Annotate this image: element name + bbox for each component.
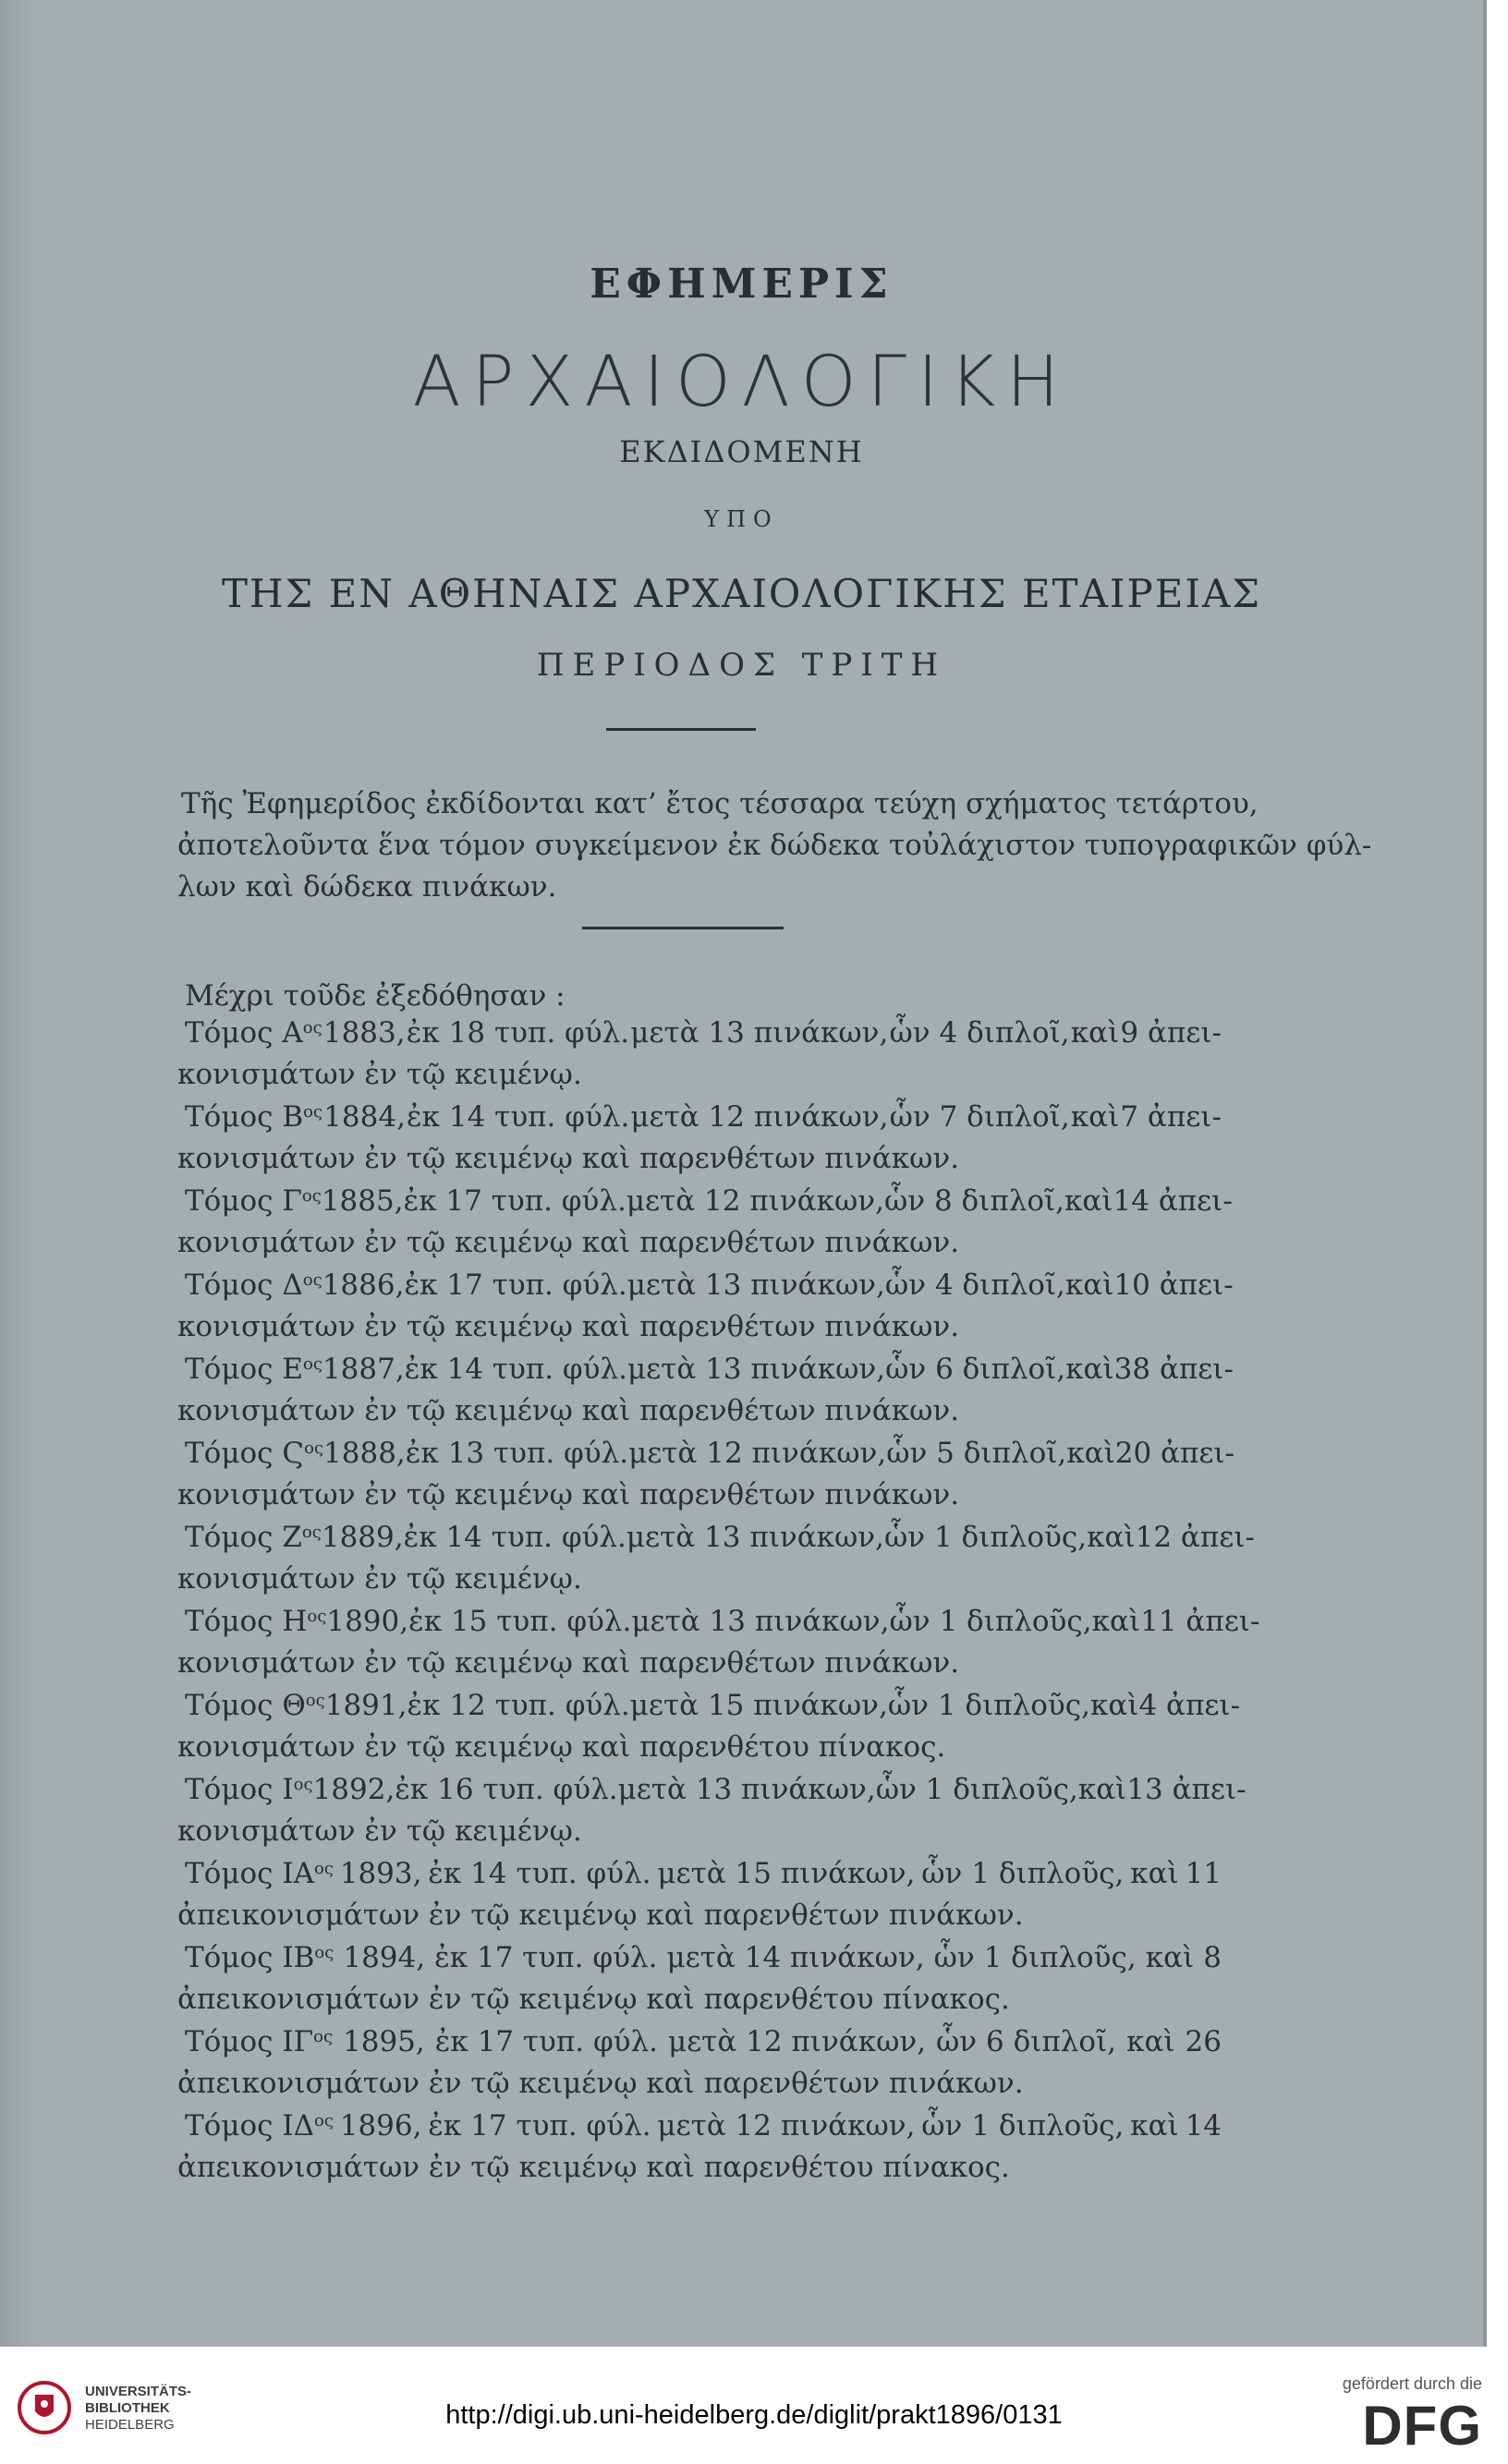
volume-sheets: ἐκ 14 τυπ. φύλ. [407, 1100, 630, 1134]
volume-illustrations: 13 ἀπει- [1126, 1773, 1247, 1806]
intro-line: λων καὶ δώδεκα πινάκων. [177, 870, 557, 904]
volume-entry-line [185, 1353, 1234, 1386]
volume-number: ΙΔ [282, 2109, 315, 2142]
volume-word: Τόμος [185, 1857, 274, 1890]
publisher-by: ΥΠΟ [704, 506, 779, 532]
volume-number: ΙΑ [282, 1857, 315, 1890]
volume-plates: μετὰ 13 πινάκων, [626, 1268, 885, 1302]
volume-number: Ζ [282, 1521, 302, 1554]
volume-entry-continuation: κονισμάτων ἐν τῷ κειμένῳ καὶ παρενθέτων πινάκων. [177, 1646, 960, 1680]
volume-doubles: ὧν 6 διπλοῖ, [885, 1353, 1066, 1386]
volume-label [185, 1268, 322, 1302]
volume-entry-continuation: κονισμάτων ἐν τῷ κειμένῳ. [177, 1562, 582, 1596]
volume-entry-continuation: κονισμάτων ἐν τῷ κειμένῳ καὶ παρενθέτων πινάκων. [177, 1394, 960, 1427]
volume-entry-line [185, 1605, 1260, 1638]
volume-entry-continuation: κονισμάτων ἐν τῷ κειμένῳ καὶ παρενθέτων πινάκων. [177, 1226, 960, 1259]
volume-label [185, 1521, 322, 1554]
volume-year: 1892, [312, 1773, 395, 1806]
volume-word: Τόμος [185, 2025, 274, 2058]
volume-doubles: ὧν 1 διπλοῦς, [875, 1773, 1078, 1806]
volume-number: ΙΒ [282, 1941, 315, 1974]
volume-illustrations: 26 [1185, 2025, 1222, 2058]
volume-and: καὶ [1091, 1605, 1141, 1638]
volume-year: 1885, [321, 1184, 404, 1218]
publisher-name: ΤΗΣ ΕΝ ΑΘΗΝΑΙΣ ΑΡΧΑΙΟΛΟΓΙΚΗΣ ΕΤΑΙΡΕΙΑΣ [221, 571, 1262, 616]
volume-plates: μετὰ 12 πινάκων, [628, 1437, 887, 1470]
volume-sheets: ἐκ 14 τυπ. φύλ. [404, 1353, 627, 1386]
uni-line: HEIDELBERG [85, 2417, 175, 2433]
volume-and: καὶ [1064, 1268, 1114, 1302]
volume-label [185, 1773, 313, 1806]
volume-plates: μετὰ 12 πινάκων, [630, 1100, 889, 1134]
volume-entry [177, 1941, 1222, 2025]
source-url-link[interactable]: http://digi.ub.uni-heidelberg.de/diglit/prakt1896/0131 [445, 2400, 1063, 2430]
volume-word: Τόμος [185, 1268, 274, 1302]
volume-sheets: ἐκ 12 τυπ. φύλ. [407, 1689, 630, 1722]
dfg-logo: DFG [1362, 2395, 1482, 2457]
volume-word: Τόμος [185, 1353, 274, 1386]
volume-sheets: ἐκ 14 τυπ. φύλ. [403, 1521, 626, 1554]
volume-entry-continuation: κονισμάτων ἐν τῷ κειμένῳ καὶ παρενθέτων πινάκων. [177, 1478, 960, 1511]
volume-plates: μετὰ 13 πινάκων, [631, 1605, 890, 1638]
volume-word: Τόμος [185, 1689, 274, 1722]
volume-entry-continuation: ἀπεικονισμάτων ἐν τῷ κειμένῳ καὶ παρενθέτου πίνακος. [177, 2151, 1010, 2184]
volume-year: 1889, [321, 1521, 404, 1554]
volume-doubles: ὧν 5 διπλοῖ, [886, 1437, 1067, 1470]
volume-number: Θ [282, 1689, 306, 1722]
intro-paragraph [177, 783, 1372, 908]
volume-sheets: ἐκ 16 τυπ. φύλ. [395, 1773, 618, 1806]
volume-plates: μετὰ 13 πινάκων, [630, 1016, 889, 1050]
volume-and: καὶ [1090, 1689, 1139, 1722]
volume-illustrations: 10 ἀπει- [1113, 1268, 1234, 1302]
volume-entry [177, 1689, 1241, 1773]
volume-word: Τόμος [185, 1521, 274, 1554]
volume-word: Τόμος [185, 2109, 274, 2142]
volume-illustrations: 8 [1203, 1941, 1222, 1974]
volume-year: 1894, [343, 1941, 426, 1974]
volume-entry [177, 2109, 1222, 2193]
volume-entry-line [185, 1941, 1222, 1974]
volume-plates: μετὰ 12 πινάκων, [667, 2025, 927, 2058]
journal-title-line1: ΕΦΗΜΕΡΙΣ [590, 261, 894, 308]
volume-illustrations: 38 ἀπει- [1113, 1353, 1234, 1386]
volume-label [185, 1100, 322, 1134]
volume-and: καὶ [1064, 1184, 1113, 1218]
volume-entry-continuation: κονισμάτων ἐν τῷ κειμένῳ καὶ παρενθέτων πινάκων. [177, 1142, 960, 1175]
volume-entry [177, 1773, 1247, 1857]
footer-bar [0, 2347, 1508, 2464]
volume-label [185, 1689, 325, 1722]
volume-entry-continuation: ἀπεικονισμάτων ἐν τῷ κειμένῳ καὶ παρενθέτων πινάκων. [177, 2067, 1024, 2100]
volume-entry-continuation: κονισμάτων ἐν τῷ κειμένῳ καὶ παρενθέτων πινάκων. [177, 1310, 960, 1343]
volume-and: καὶ [1126, 2025, 1175, 2058]
volume-illustrations: 7 ἀπει- [1120, 1100, 1222, 1134]
volume-sheets: ἐκ 17 τυπ. φύλ. [434, 1941, 658, 1974]
divider-rule [606, 728, 756, 731]
volume-label [185, 1437, 323, 1470]
volume-year: 1895, [343, 2025, 425, 2058]
volume-illustrations: 14 ἀπει- [1113, 1184, 1233, 1218]
volume-ordinal: ος [293, 1775, 313, 1794]
volume-and: καὶ [1077, 1773, 1127, 1806]
volume-entry-line [185, 1268, 1234, 1302]
volume-word: Τόμος [185, 1016, 274, 1050]
volume-and: καὶ [1066, 1437, 1115, 1470]
volume-entry-line [185, 1016, 1222, 1050]
volume-plates: μετὰ 15 πινάκων, [657, 1857, 916, 1890]
volume-entry-line [185, 1437, 1235, 1470]
volume-entry [177, 1353, 1234, 1437]
volume-doubles: ὧν 1 διπλοῦς, [933, 1941, 1137, 1974]
volume-illustrations: 4 ἀπει- [1138, 1689, 1241, 1722]
volume-label [185, 1353, 322, 1386]
list-lead: Μέχρι τοῦδε ἐξεδόθησαν : [185, 979, 566, 1013]
volume-and: καὶ [1130, 1857, 1179, 1890]
volume-illustrations: 20 ἀπει- [1114, 1437, 1235, 1470]
volume-label [185, 2109, 334, 2142]
volume-doubles: ὧν 8 διπλοῖ, [883, 1184, 1065, 1218]
journal-title-line2: ΑΡΧΑΙΟΛΟΓΙΚΗ [412, 340, 1071, 422]
volume-ordinal: ος [301, 1186, 322, 1206]
volume-label [185, 1016, 322, 1050]
volume-entry [177, 1521, 1255, 1605]
uni-line: UNIVERSITÄTS- [85, 2384, 192, 2399]
volume-label [185, 1941, 334, 1974]
volume-year: 1888, [323, 1437, 406, 1470]
volume-ordinal: ος [303, 1102, 323, 1122]
volume-ordinal: ος [313, 2027, 334, 2046]
volume-year: 1896, [339, 2109, 422, 2142]
volume-illustrations: 11 [1185, 1857, 1222, 1890]
volume-entry-line [185, 1857, 1222, 1890]
volume-entry-continuation: κονισμάτων ἐν τῷ κειμένῳ καὶ παρενθέτου πίνακος. [177, 1730, 946, 1764]
volume-number: Α [282, 1016, 303, 1050]
volume-number: Δ [282, 1268, 303, 1302]
volume-entry-line [185, 1521, 1255, 1554]
volume-number: Ϛ [282, 1437, 305, 1470]
divider-rule [582, 927, 784, 929]
volume-entry-continuation: ἀπεικονισμάτων ἐν τῷ κειμένῳ καὶ παρενθέτων πινάκων. [177, 1899, 1024, 1932]
volume-ordinal: ος [314, 1859, 334, 1878]
volume-doubles: ὧν 1 διπλοῦς, [889, 1605, 1092, 1638]
volume-doubles: ὧν 1 διπλοῦς, [884, 1521, 1088, 1554]
volume-entry [177, 1016, 1222, 1100]
funded-by-text: gefördert durch die [1342, 2374, 1482, 2393]
volume-word: Τόμος [185, 1437, 274, 1470]
volume-ordinal: ος [301, 1523, 322, 1542]
intro-line: ἀποτελοῦντα ἕνα τόμον συγκείμενον ἐκ δώδεκα τοὐλάχιστον τυπογραφικῶν φύλ- [177, 829, 1372, 862]
volume-doubles: ὧν 4 διπλοῖ, [884, 1268, 1065, 1302]
volume-plates: μετὰ 13 πινάκων, [626, 1353, 886, 1386]
volume-entry [177, 1857, 1222, 1941]
volume-sheets: ἐκ 18 τυπ. φύλ. [406, 1016, 630, 1050]
intro-line: Τῆς Ἐφημερίδος ἐκδίδονται κατ’ ἔτος τέσσαρα τεύχη σχήματος τετάρτου, [181, 787, 1259, 820]
volume-doubles: ὧν 1 διπλοῦς, [887, 1689, 1090, 1722]
volume-sheets: ἐκ 17 τυπ. φύλ. [434, 2025, 659, 2058]
volume-illustrations: 11 ἀπει- [1140, 1605, 1260, 1638]
volume-and: καὶ [1087, 1521, 1136, 1554]
volume-and: καὶ [1130, 2109, 1179, 2142]
volume-entry [177, 2025, 1222, 2109]
volume-entry-line [185, 2025, 1222, 2058]
volume-label [185, 1184, 322, 1218]
volume-doubles: ὧν 6 διπλοῖ, [936, 2025, 1117, 2058]
volume-sheets: ἐκ 17 τυπ. φύλ. [403, 1184, 626, 1218]
volume-label [185, 1857, 334, 1890]
volume-entry [177, 1184, 1233, 1268]
volume-entry [177, 1100, 1222, 1184]
volume-illustrations: 14 [1185, 2109, 1222, 2142]
volume-sheets: ἐκ 17 τυπ. φύλ. [404, 1268, 627, 1302]
volume-plates: μετὰ 14 πινάκων, [666, 1941, 925, 1974]
volume-year: 1893, [339, 1857, 422, 1890]
volume-number: Β [282, 1100, 304, 1134]
volume-word: Τόμος [185, 1941, 274, 1974]
volume-sheets: ἐκ 14 τυπ. φύλ. [428, 1857, 651, 1890]
volume-and: καὶ [1065, 1353, 1114, 1386]
volume-illustrations: 9 ἀπει- [1120, 1016, 1222, 1050]
volume-entry-continuation: ἀπεικονισμάτων ἐν τῷ κειμένῳ καὶ παρενθέτου πίνακος. [177, 1983, 1010, 2016]
volume-entry [177, 1268, 1234, 1353]
uni-line: BIBLIOTHEK [85, 2400, 170, 2416]
volume-number: Γ [282, 1184, 302, 1218]
volume-ordinal: ος [305, 1691, 325, 1710]
series-period: ΠΕΡΙΟΔΟΣ ΤΡΙΤΗ [536, 647, 947, 684]
volume-entry-continuation: κονισμάτων ἐν τῷ κειμένῳ. [177, 1058, 582, 1091]
volume-entry [177, 1437, 1235, 1521]
volume-number: Ι [282, 1773, 294, 1806]
volume-and: καὶ [1070, 1016, 1120, 1050]
volume-illustrations: 12 ἀπει- [1135, 1521, 1255, 1554]
volume-plates: μετὰ 12 πινάκων, [657, 2109, 916, 2142]
volume-entry [177, 1605, 1260, 1689]
volume-word: Τόμος [185, 1100, 274, 1134]
volume-plates: μετὰ 12 πινάκων, [626, 1184, 884, 1218]
volume-entry-line [185, 1100, 1222, 1134]
volume-ordinal: ος [302, 1018, 322, 1038]
volume-year: 1891, [324, 1689, 407, 1722]
volume-sheets: ἐκ 15 τυπ. φύλ. [408, 1605, 632, 1638]
volume-ordinal: ος [302, 1270, 322, 1290]
volume-entry-line [185, 2109, 1222, 2142]
volume-number: Η [282, 1605, 308, 1638]
volume-doubles: ὧν 7 διπλοῖ, [889, 1100, 1070, 1134]
publisher-intro: ΕΚΔΙΔΟΜΕΝΗ [619, 434, 864, 469]
volume-year: 1890, [326, 1605, 409, 1638]
volume-year: 1884, [323, 1100, 406, 1134]
volume-doubles: ὧν 1 διπλοῦς, [921, 2109, 1125, 2142]
volume-label [185, 1605, 326, 1638]
volume-ordinal: ος [314, 1943, 334, 1962]
volume-ordinal: ος [304, 1438, 324, 1458]
volume-entry-line [185, 1689, 1241, 1722]
volume-ordinal: ος [314, 2111, 334, 2130]
volume-ordinal: ος [307, 1607, 327, 1626]
volume-plates: μετὰ 13 πινάκων, [626, 1521, 884, 1554]
volume-and: καὶ [1145, 1941, 1195, 1974]
volume-entry-continuation: κονισμάτων ἐν τῷ κειμένῳ. [177, 1815, 582, 1848]
volume-doubles: ὧν 4 διπλοῖ, [889, 1016, 1070, 1050]
volume-entry-line [185, 1184, 1233, 1218]
volume-year: 1886, [322, 1268, 405, 1302]
volume-sheets: ἐκ 13 τυπ. φύλ. [405, 1437, 629, 1470]
volume-word: Τόμος [185, 1605, 274, 1638]
volume-number: Ε [282, 1353, 304, 1386]
volume-entry-line [185, 1773, 1247, 1806]
volume-year: 1887, [322, 1353, 405, 1386]
volume-word: Τόμος [185, 1184, 274, 1218]
volume-ordinal: ος [303, 1354, 322, 1374]
volume-label [185, 2025, 333, 2058]
volume-word: Τόμος [185, 1773, 274, 1806]
volume-list [177, 1016, 1260, 2193]
volume-plates: μετὰ 15 πινάκων, [629, 1689, 888, 1722]
volume-number: ΙΓ [282, 2025, 314, 2058]
volume-year: 1883, [322, 1016, 406, 1050]
volume-sheets: ἐκ 17 τυπ. φύλ. [428, 2109, 651, 2142]
volume-plates: μετὰ 13 πινάκων, [617, 1773, 876, 1806]
volume-and: καὶ [1070, 1100, 1120, 1134]
volume-doubles: ὧν 1 διπλοῦς, [921, 1857, 1125, 1890]
